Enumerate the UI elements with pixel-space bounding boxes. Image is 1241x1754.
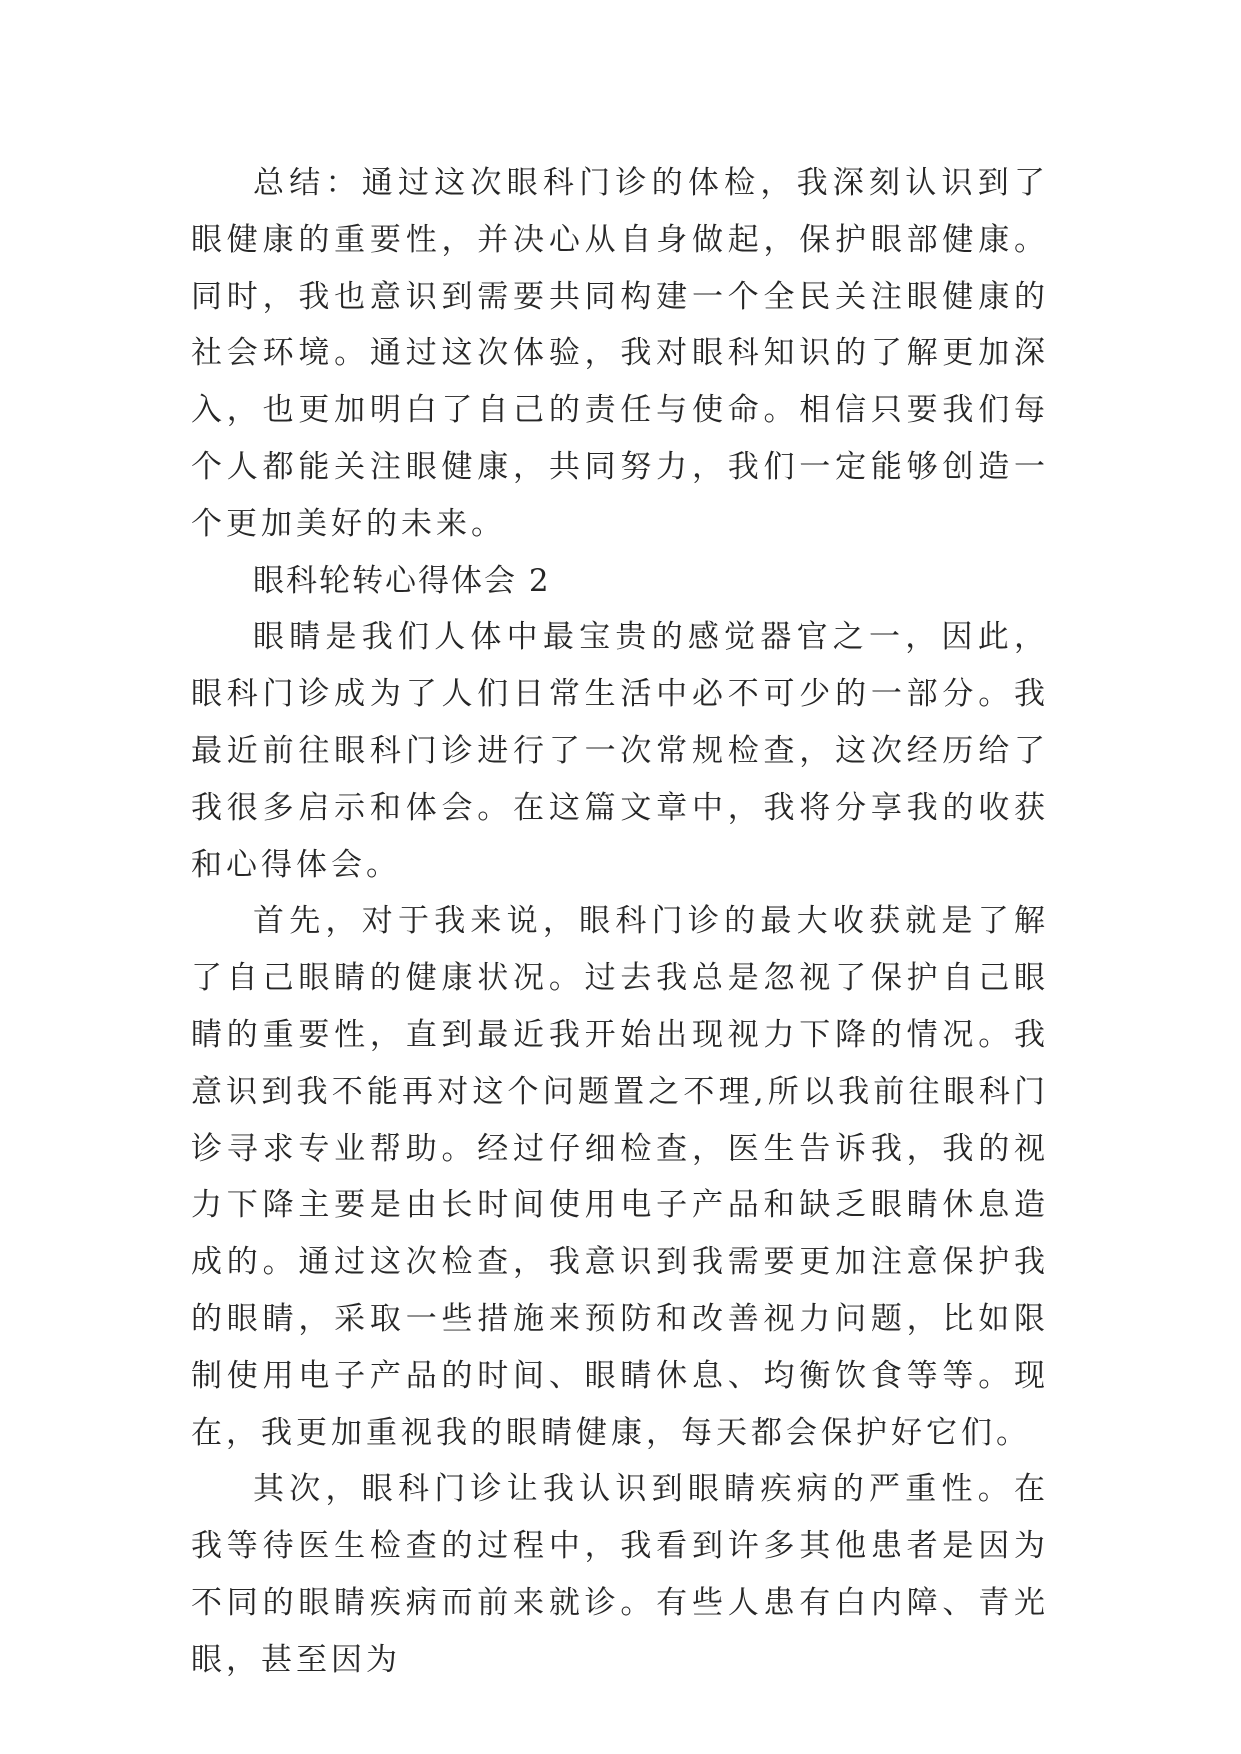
- document-body: [191, 155, 1049, 1689]
- second-point-paragraph: 其次，眼科门诊让我认识到眼睛疾病的严重性。在我等待医生检查的过程中，我看到许多其他患者是因为不同的眼睛疾病而前来就诊。有些人患有白内障、青光眼，甚至因为: [191, 1471, 1049, 1678]
- summary-paragraph: 总结：通过这次眼科门诊的体检，我深刻认识到了眼健康的重要性，并决心从自身做起，保护眼部健康。同时，我也意识到需要共同构建一个全民关注眼健康的社会环境。通过这次体验，我对眼科知识的了解更加深入，也更加明白了自己的责任与使命。相信只要我们每个人都能关注眼健康，共同努力，我们一定能够创造一个更加美好的未来。: [191, 165, 1049, 542]
- intro-paragraph: 眼睛是我们人体中最宝贵的感觉器官之一，因此，眼科门诊成为了人们日常生活中必不可少的一部分。我最近前往眼科门诊进行了一次常规检查，这次经历给了我很多启示和体会。在这篇文章中，我将分享我的收获和心得体会。: [191, 619, 1049, 883]
- first-point-paragraph: 首先，对于我来说，眼科门诊的最大收获就是了解了自己眼睛的健康状况。过去我总是忽视了保护自己眼睛的重要性，直到最近我开始出现视力下降的情况。我意识到我不能再对这个问题置之不理,所以我前往眼科门诊寻求专业帮助。经过仔细检查，医生告诉我，我的视力下降主要是由长时间使用电子产品和缺乏眼睛休息造成的。通过这次检查，我意识到我需要更加注意保护我的眼睛，采取一些措施来预防和改善视力问题，比如限制使用电子产品的时间、眼睛休息、均衡饮食等等。现在，我更加重视我的眼睛健康，每天都会保护好它们。: [191, 903, 1049, 1451]
- section-heading: 眼科轮转心得体会 2: [253, 562, 551, 599]
